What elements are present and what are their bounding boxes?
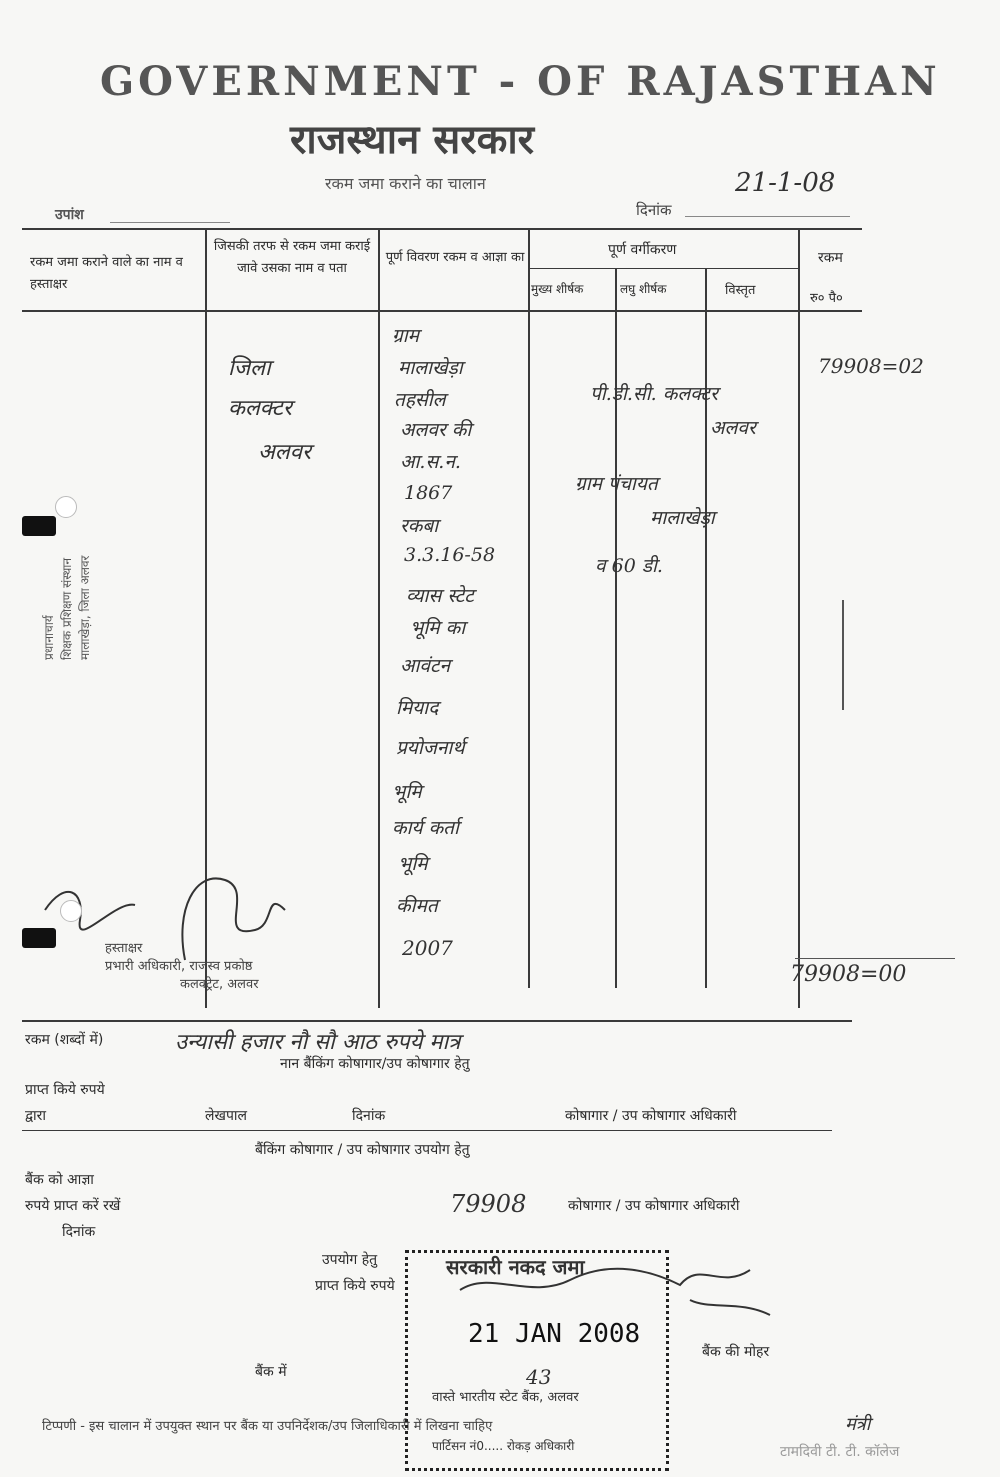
subtitle: रकम जमा कराने का चालान xyxy=(325,174,486,193)
bank-seal-label: बैंक की मोहर xyxy=(702,1344,770,1360)
header-on-behalf: जिसकी तरफ से रकम जमा कराई जावे उसका नाम व पता xyxy=(213,239,371,276)
col3-line-3: तहसील xyxy=(394,389,446,411)
divider-lower xyxy=(22,1130,832,1131)
col-divider-4 xyxy=(615,268,617,988)
stamp-top-text: सरकारी नकद जमा xyxy=(446,1255,585,1279)
handwritten-amount-2: 79908 xyxy=(450,1190,527,1218)
left-label: उपांश xyxy=(55,207,84,223)
col2-line-3: अलवर xyxy=(258,440,311,465)
col3-line-4: अलवर की xyxy=(400,419,472,441)
usage-label: उपयोग हेतु xyxy=(322,1252,378,1268)
col4-line-1: पी.डी.सी. कलक्टर xyxy=(590,383,718,405)
col3-line-10: भूमि का xyxy=(410,617,466,639)
total-amount: 79908=00 xyxy=(790,962,907,987)
officer-line-2: प्रभारी अधिकारी, राजस्व प्रकोष्ठ xyxy=(105,959,253,974)
date-label: दिनांक xyxy=(636,201,672,219)
date-label-lower: दिनांक xyxy=(352,1108,386,1124)
punch-mark-bottom xyxy=(22,928,56,948)
note-text: टिप्पणी - इस चालान में उपयुक्त स्थान पर बैंक या उपनिर्देशक/उप जिलाधिकारी में लिखना चाहिए xyxy=(42,1419,493,1434)
stamp-bottom-text: पार्टिसन नं0..... रोकड़ अधिकारी xyxy=(432,1439,575,1453)
handwritten-date: 21-1-08 xyxy=(735,168,836,198)
col3-line-12: मियाद xyxy=(396,697,439,719)
stamp-number: 43 xyxy=(526,1365,552,1389)
title-hindi: राजस्थान सरकार xyxy=(290,117,535,163)
institute-stamp-line-1: प्रधानाचार्य xyxy=(42,615,56,660)
col2-line-1: जिला xyxy=(228,356,271,381)
col3-line-11: आवंटन xyxy=(400,655,451,677)
punch-hole-top xyxy=(55,496,77,518)
institute-stamp-line-3: मालाखेड़ा, जिला अलवर xyxy=(78,555,92,660)
receive-rupees-label: रुपये प्राप्त करें रखें xyxy=(25,1198,121,1214)
bank-in-label: बैंक में xyxy=(255,1364,287,1380)
date-dotted-line-2 xyxy=(685,216,850,217)
institute-stamp xyxy=(40,556,94,660)
classification-divider xyxy=(528,268,798,269)
stamp-bank-text: वास्ते भारतीय स्टेट बैंक, अलवर xyxy=(432,1390,579,1405)
received-label: प्राप्त किये रुपये xyxy=(25,1082,105,1098)
col4-line-2: अलवर xyxy=(710,417,756,439)
col3-line-8: 3.3.16-58 xyxy=(404,544,496,566)
header-main-head: मुख्य शीर्षक xyxy=(531,282,584,296)
bank-order-label: बैंक को आज्ञा xyxy=(25,1172,94,1188)
col4-line-4: मालाखेड़ा xyxy=(650,507,715,529)
punch-mark-top xyxy=(22,516,56,536)
amount-value: 79908=02 xyxy=(818,354,924,378)
col4-line-3: ग्राम पंचायत xyxy=(575,473,658,495)
col2-line-2: कलक्टर xyxy=(228,396,292,421)
treasury-officer-label: कोषागार / उप कोषागार अधिकारी xyxy=(565,1108,737,1124)
col3-line-2: मालाखेड़ा xyxy=(398,357,463,379)
bottom-right-faded-text: टामदिवी टी. टी. कॉलेज xyxy=(780,1444,900,1460)
accountant-label: लेखपाल xyxy=(205,1108,248,1124)
officer-line-3: कलक्ट्रेट, अलवर xyxy=(180,977,259,992)
stamp-date: 21 JAN 2008 xyxy=(468,1319,641,1349)
date-dotted-line xyxy=(110,222,230,223)
words-handwritten: उन्यासी हजार नौ सौ आठ रुपये मात्र xyxy=(175,1030,461,1055)
col3-line-18: 2007 xyxy=(402,936,453,960)
words-label: रकम (शब्दों में) xyxy=(25,1032,104,1048)
institute-stamp-line-2: शिक्षक प्रशिक्षण संस्थान xyxy=(60,557,74,660)
col3-line-14: भूमि xyxy=(392,781,422,803)
through-label: द्वारा xyxy=(25,1108,47,1124)
treasury-use-label: नान बैंकिंग कोषागार/उप कोषागार हेतु xyxy=(280,1056,470,1072)
col3-line-15: कार्य कर्ता xyxy=(392,817,459,839)
col-divider-5 xyxy=(705,268,707,988)
header-classification: पूर्ण वर्गीकरण xyxy=(608,242,677,258)
col-divider-6 xyxy=(798,228,800,1008)
table-top-border xyxy=(22,228,862,230)
table-header-bottom xyxy=(22,310,862,312)
officer-signature-block xyxy=(105,940,259,994)
total-underline xyxy=(795,958,955,959)
col3-line-9: व्यास स्टेट xyxy=(406,585,474,607)
treasury-officer-label-2: कोषागार / उप कोषागार अधिकारी xyxy=(568,1198,740,1214)
col4-line-5: व 60 डी. xyxy=(595,555,663,577)
stamp-signature-scribble xyxy=(450,1240,780,1320)
total-line xyxy=(22,1020,852,1022)
received-rupees-label-2: प्राप्त किये रुपये xyxy=(315,1278,395,1294)
col3-line-16: भूमि xyxy=(398,853,428,875)
amount-side-stroke xyxy=(842,600,844,710)
header-amount: रकम xyxy=(818,250,843,266)
col3-line-17: कीमत xyxy=(396,895,438,917)
punch-hole-bottom xyxy=(60,900,82,922)
col3-line-13: प्रयोजनार्थ xyxy=(396,737,465,759)
col3-line-6: 1867 xyxy=(404,482,453,504)
header-depositor: रकम जमा कराने वाले का नाम व हस्ताक्षर xyxy=(30,255,183,292)
banking-use-label: बैंकिंग कोषागार / उप कोषागार उपयोग हेतु xyxy=(255,1142,470,1158)
col3-line-5: आ.स.न. xyxy=(400,451,461,473)
date2-label: दिनांक xyxy=(62,1224,96,1240)
col-divider-3 xyxy=(528,228,530,988)
col3-line-7: रकबा xyxy=(400,515,439,537)
header-minor-head: लघु शीर्षक xyxy=(620,282,667,296)
header-details: पूर्ण विवरण रकम व आज्ञा का xyxy=(385,250,525,265)
header-amount-unit: रु० पै० xyxy=(810,291,843,306)
title-english: GOVERNMENT - OF RAJASTHAN xyxy=(100,58,941,105)
officer-line-1: हस्ताक्षर xyxy=(105,941,143,956)
header-detailed: विस्तृत xyxy=(725,283,756,298)
col3-line-1: ग्राम xyxy=(392,325,419,347)
bottom-right-mark: मंत्री xyxy=(845,1414,871,1435)
